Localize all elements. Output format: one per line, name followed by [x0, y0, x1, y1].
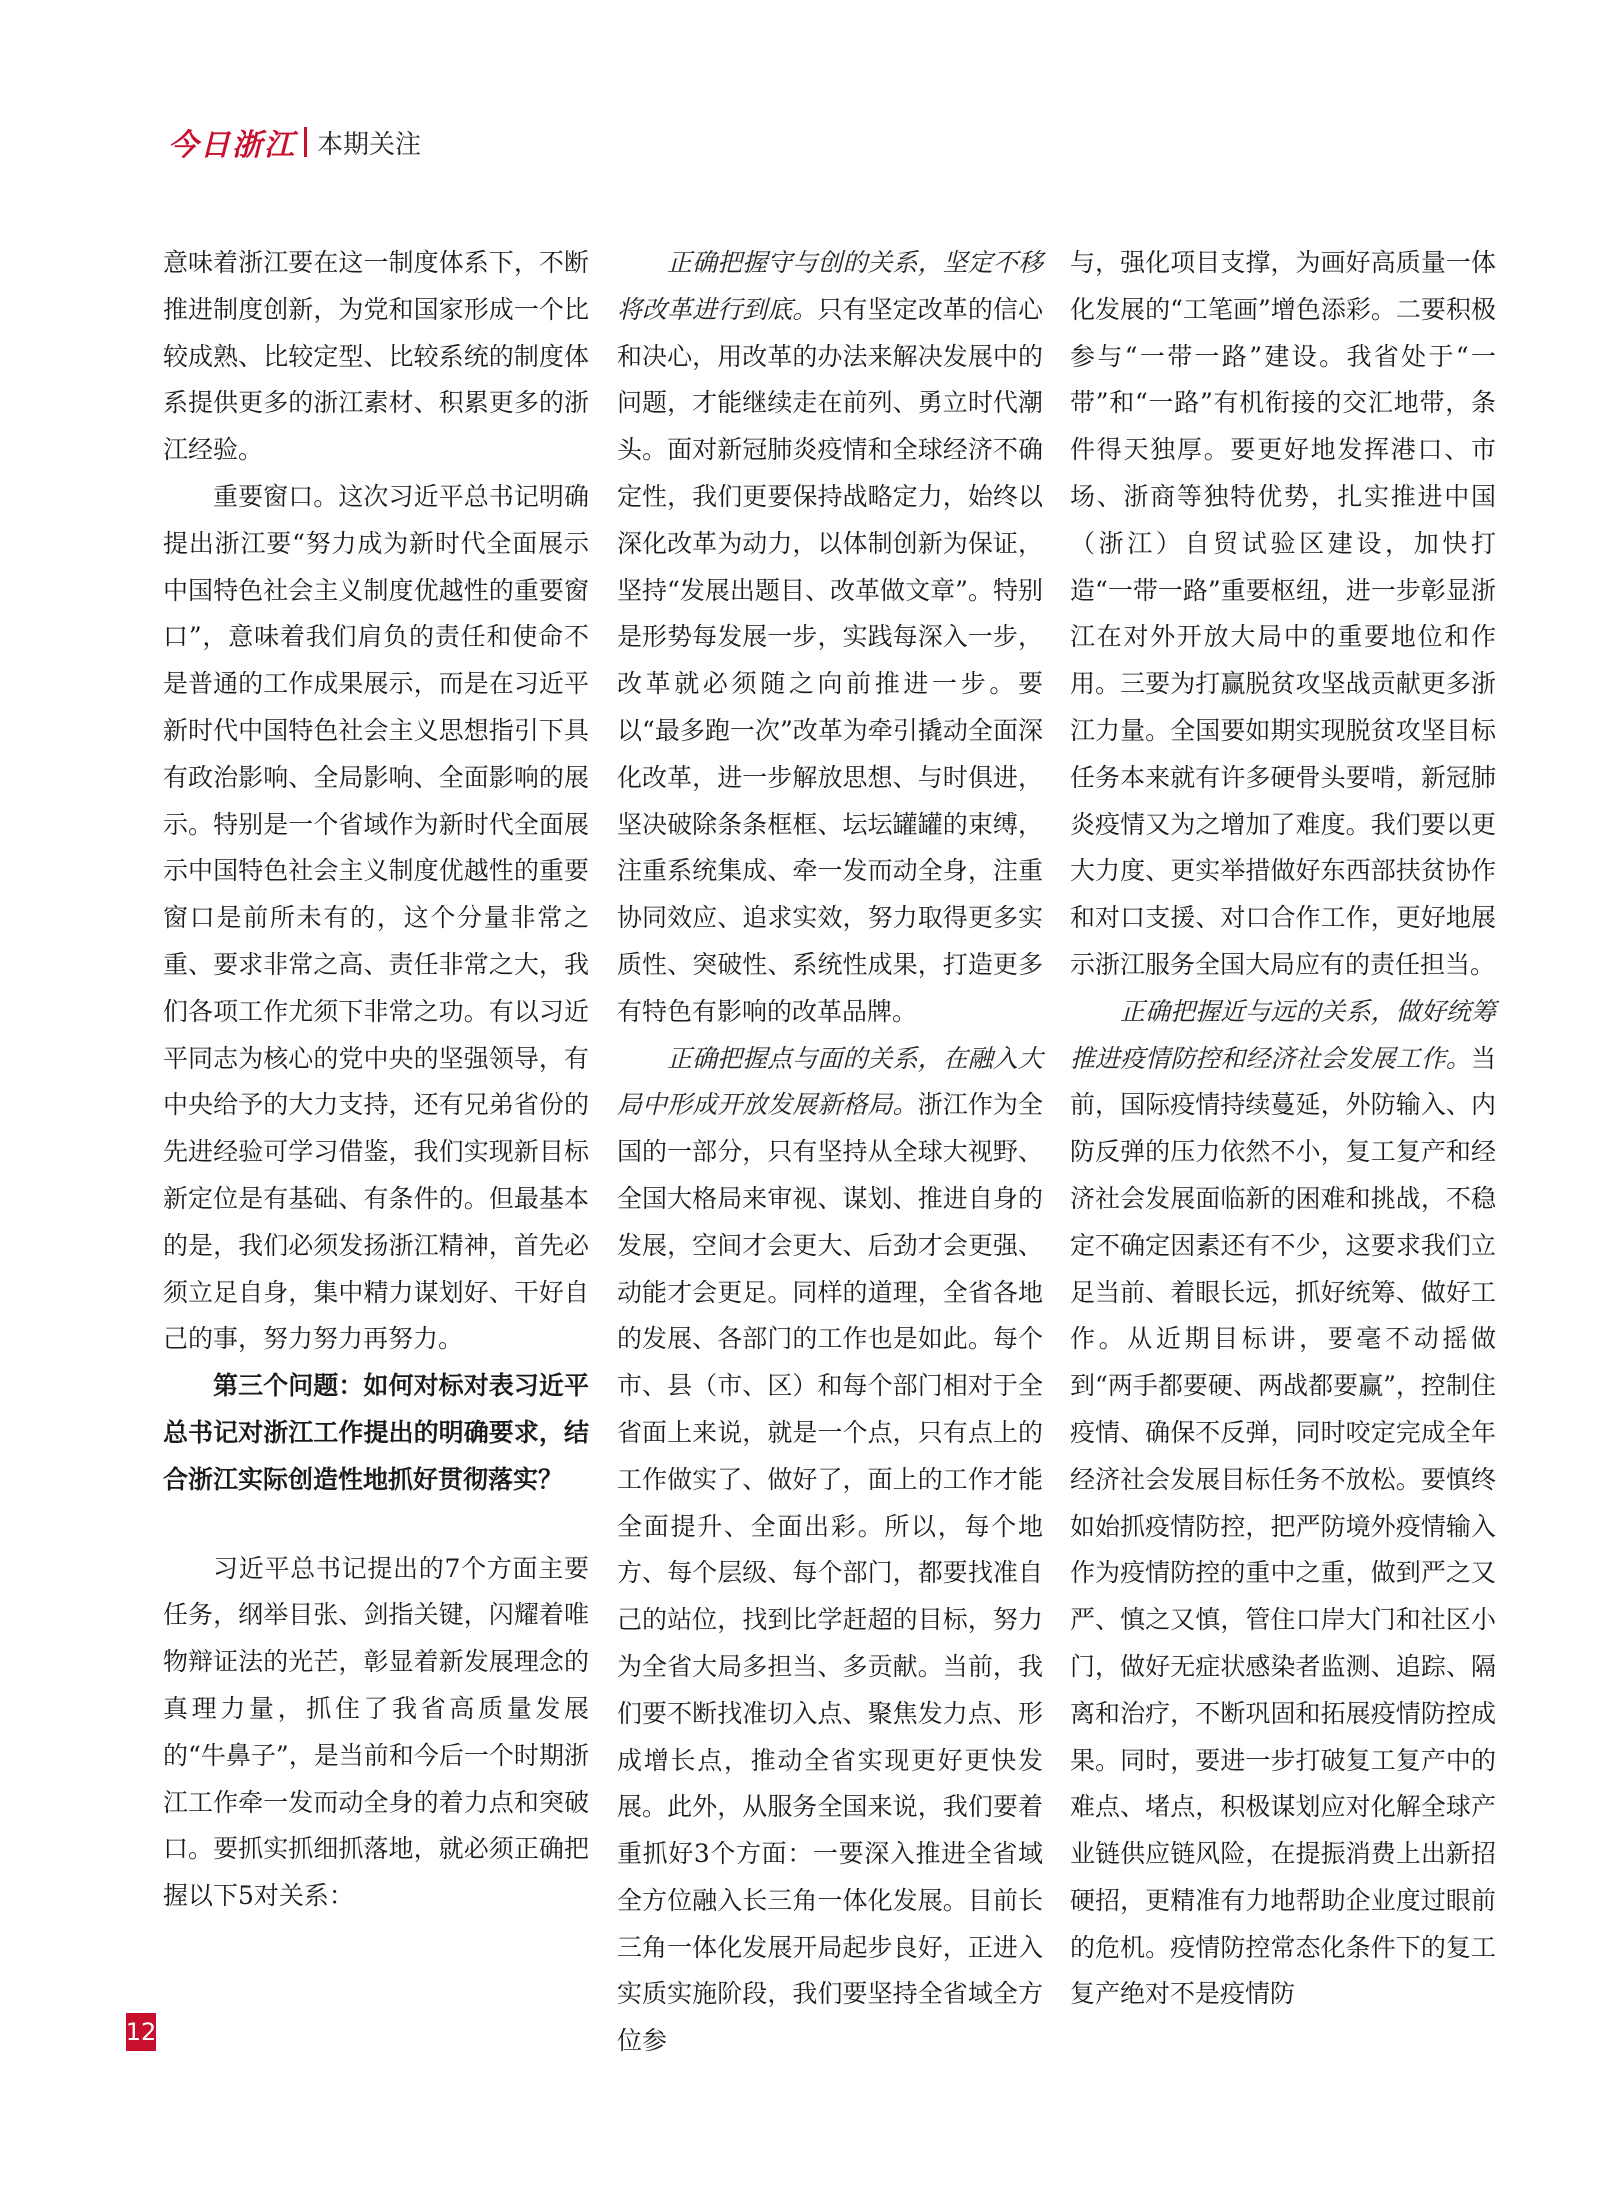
paragraph-body: 只有坚定改革的信心和决心，用改革的办法来解决发展中的问题，才能继续走在前列、勇立时代潮头。面对新冠肺炎疫情和全球经济不确定性，我们更要保持战略定力，始终以深化改革为动力，以体制创新为保证，坚持“发展出题目、改革做文章”。特别是形势每发展一步，实践每深入一步，改革就必须随之向前推进一步。要以“最多跑一次”改革为牵引撬动全面深化改革，进一步解放思想、与时俱进，坚决破除条条框框、坛坛罐罐的束缚，注重系统集成、牵一发而动全身，注重协同效应、追求实效，努力取得更多实质性、突破性、系统性成果，打造更多有特色有影响的改革品牌。 [617, 294, 1043, 1026]
lead-phrase: 正确把握近与远的关系，做好统筹推进疫情防控和经济社会发展工作。 [1070, 996, 1496, 1073]
paragraph: 重要窗口。这次习近平总书记明确提出浙江要“努力成为新时代全面展示中国特色社会主义制度优越性的重要窗口”，意味着我们肩负的责任和使命不是普通的工作成果展示，而是在习近平新时代中国特色社会主义思想指引下具有政治影响、全局影响、全面影响的展示。特别是一个省域作为新时代全面展示中国特色社会主义制度优越性的重要窗口是前所未有的，这个分量非常之重、要求非常之高、责任非常之大，我们各项工作尤须下非常之功。有以习近平同志为核心的党中央的坚强领导，有中央给予的大力支持，还有兄弟省份的先进经验可学习借鉴，我们实现新目标新定位是有基础、有条件的。但最基本的是，我们必须发扬浙江精神，首先必须立足自身，集中精力谋划好、干好自己的事，努力努力再努力。 [163, 481, 589, 1354]
column-1 [163, 240, 589, 1920]
column-2 [617, 240, 1043, 2065]
column-3 [1070, 240, 1496, 2018]
paragraph [617, 240, 1043, 1036]
paragraph-body: 浙江作为全国的一部分，只有坚持从全球大视野、全国大格局来审视、谋划、推进自身的发展，空间才会更大、后劲才会更强、动能才会更足。同样的道理，全省各地的发展、各部门的工作也是如此。每个市、县（市、区）和每个部门相对于全省面上来说，就是一个点，只有点上的工作做实了、做好了，面上的工作才能全面提升、全面出彩。所以，每个地方、每个层级、每个部门，都要找准自己的站位，找到比学赶超的目标，努力为全省大局多担当、多贡献。当前，我们要不断找准切入点、聚焦发力点、形成增长点，推动全省实现更好更快发展。此外，从服务全国来说，我们要着重抓好3个方面：一要深入推进全省域全方位融入长三角一体化发展。目前长三角一体化发展开局起步良好，正进入实质实施阶段，我们要坚持全省域全方位参 [617, 1090, 1043, 2056]
paragraph: 与，强化项目支撑，为画好高质量一体化发展的“工笔画”增色添彩。二要积极参与“一带一路”建设。我省处于“一带”和“一路”有机衔接的交汇地带，条件得天独厚。要更好地发挥港口、市场、浙商等独特优势，扎实推进中国（浙江）自贸试验区建设，加快打造“一带一路”重要枢纽，进一步彰显浙江在对外开放大局中的重要地位和作用。三要为打赢脱贫攻坚战贡献更多浙江力量。全国要如期实现脱贫攻坚目标任务本来就有许多硬骨头要啃，新冠肺炎疫情又为之增加了难度。我们要以更大力度、更实举措做好东西部扶贫协作和对口支援、对口合作工作，更好地展示浙江服务全国大局应有的责任担当。 [1070, 248, 1496, 979]
section-title: 本期关注 [317, 129, 422, 160]
lead-phrase: 正确把握点与面的关系，在融入大局中形成开放发展新格局。 [617, 1043, 1043, 1120]
paragraph [617, 1036, 1043, 2066]
paragraph [1070, 989, 1496, 2019]
lead-phrase: 正确把握守与创的关系，坚定不移将改革进行到底。 [617, 248, 1043, 324]
page-header [168, 122, 421, 162]
magazine-logo: 今日浙江 [168, 128, 296, 163]
paragraph: 意味着浙江要在这一制度体系下，不断推进制度创新，为党和国家形成一个比较成熟、比较定型、比较系统的制度体系提供更多的浙江素材、积累更多的浙江经验。 [163, 248, 589, 465]
paragraph-body: 当前，国际疫情持续蔓延，外防输入、内防反弹的压力依然不小，复工复产和经济社会发展面临新的困难和挑战，不稳定不确定因素还有不少，这要求我们立足当前、着眼长远，抓好统筹、做好工作。从近期目标讲，要毫不动摇做到“两手都要硬、两战都要赢”，控制住疫情、确保不反弹，同时咬定完成全年经济社会发展目标任务不放松。要慎终如始抓疫情防控，把严防境外疫情输入作为疫情防控的重中之重，做到严之又严、慎之又慎，管住口岸大门和社区小门，做好无症状感染者监测、追踪、隔离和治疗，不断巩固和拓展疫情防控成果。同时，要进一步打破复工复产中的难点、堵点，积极谋划应对化解全球产业链供应链风险，在提振消费上出新招硬招，更精准有力地帮助企业度过眼前的危机。疫情防控常态化条件下的复工复产绝对不是疫情防 [1070, 1043, 1496, 2009]
paragraph: 习近平总书记提出的7个方面主要任务，纲举目张、剑指关键，闪耀着唯物辩证法的光芒，彰显着新发展理念的真理力量，抓住了我省高质量发展的“牛鼻子”，是当前和今后一个时期浙江工作牵一发而动全身的着力点和突破口。要抓实抓细抓落地，就必须正确把握以下5对关系： [163, 1553, 589, 1911]
header-divider [304, 127, 307, 157]
section-heading: 第三个问题：如何对标对表习近平总书记对浙江工作提出的明确要求，结合浙江实际创造性地抓好贯彻落实？ [163, 1371, 589, 1494]
page-number: 12 [126, 2013, 156, 2051]
